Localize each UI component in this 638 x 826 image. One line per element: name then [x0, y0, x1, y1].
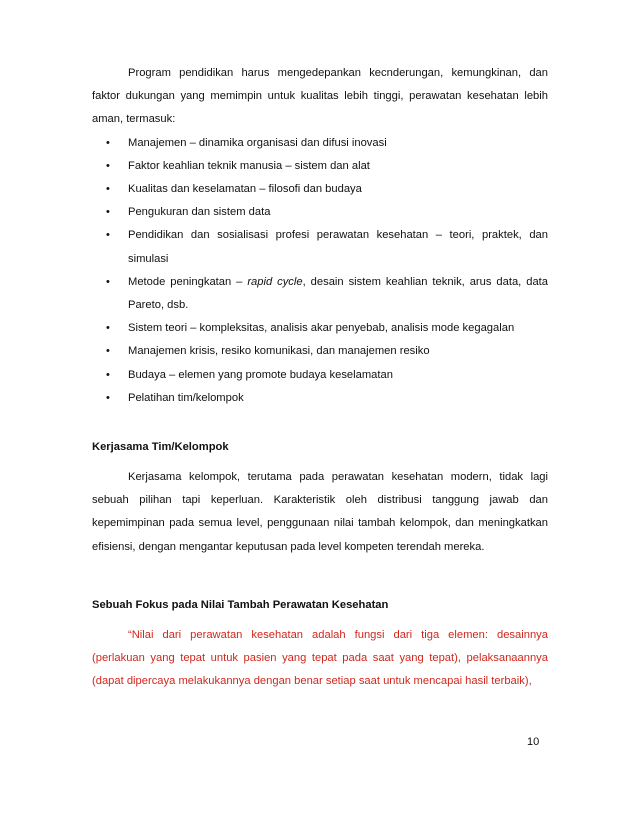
- bullet-icon: •: [106, 322, 110, 335]
- topic-list: [92, 132, 548, 410]
- teamwork-paragraph: Kerjasama kelompok, terutama pada perawatan kesehatan modern, tidak lagi sebuah pilihan tapi keperluan. Karakteristik oleh distribusi tanggung jawab dan kepemimpinan pada semua level, penggunaan nilai tambah kelompok, dan meningkatkan efisiensi, dengan mengantar keputusan pada level kompeten terendah mereka.: [92, 471, 548, 553]
- list-item: • Pelatihan tim/kelompok: [92, 387, 548, 410]
- intro-paragraph: Program pendidikan harus mengedepankan kecnderungan, kemungkinan, dan faktor dukungan yang memimpin untuk kualitas lebih tinggi, perawatan kesehatan lebih aman, termasuk:: [92, 67, 548, 126]
- section-heading-value-focus: Sebuah Fokus pada Nilai Tambah Perawatan Kesehatan: [92, 598, 389, 611]
- bullet-icon: •: [106, 183, 110, 196]
- list-item: • Kualitas dan keselamatan – filosofi dan budaya: [92, 178, 548, 201]
- list-item: • Metode peningkatan – rapid cycle, desain sistem keahlian teknik, arus data, data Pareto, dsb.: [92, 271, 548, 317]
- list-item: • Manajemen – dinamika organisasi dan difusi inovasi: [92, 132, 548, 155]
- bullet-icon: •: [106, 275, 110, 288]
- bullet-icon: •: [106, 136, 110, 149]
- bullet-icon: •: [106, 159, 110, 172]
- list-item: • Pengukuran dan sistem data: [92, 201, 548, 224]
- bullet-icon: •: [106, 345, 110, 358]
- bullet-icon: •: [106, 391, 110, 404]
- document-page: [92, 62, 548, 693]
- page-number: 10: [527, 736, 540, 748]
- list-item: • Manajemen krisis, resiko komunikasi, dan manajemen resiko: [92, 340, 548, 363]
- list-item: • Sistem teori – kompleksitas, analisis akar penyebab, analisis mode kegagalan: [92, 317, 548, 340]
- section-heading-teamwork: Kerjasama Tim/Kelompok: [92, 441, 229, 454]
- bullet-icon: •: [106, 206, 110, 219]
- bullet-icon: •: [106, 368, 110, 381]
- bullet-icon: •: [106, 229, 110, 242]
- value-quote: “Nilai dari perawatan kesehatan adalah fungsi dari tiga elemen: desainnya (perlakuan yang tepat untuk pasien yang tepat pada saat yang tepat), pelaksanaannya (dapat dipercaya melakukannya dengan benar setiap saat untuk mencapai hasil terbaik),: [92, 628, 548, 688]
- list-item: • Budaya – elemen yang promote budaya keselamatan: [92, 364, 548, 387]
- list-item: • Faktor keahlian teknik manusia – sistem dan alat: [92, 155, 548, 178]
- list-item: • Pendidikan dan sosialisasi profesi perawatan kesehatan – teori, praktek, dan simulasi: [92, 224, 548, 270]
